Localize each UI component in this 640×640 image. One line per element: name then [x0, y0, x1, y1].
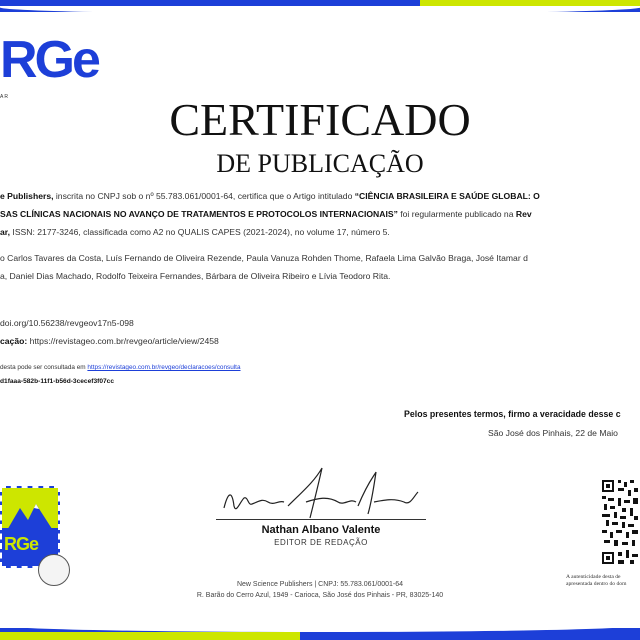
article-title: “CIÊNCIA BRASILEIRA E SAÚDE GLOBAL: O — [354, 191, 540, 201]
certificate-title: CERTIFICADO — [169, 94, 471, 145]
certificate-body — [0, 187, 640, 285]
spacer — [0, 241, 640, 249]
top-border — [0, 0, 640, 12]
signer-role: EDITOR DE REDAÇÃO — [274, 538, 368, 547]
body-text-segment: ISSN: 2177-3246, classificada como A2 no QUALIS CAPES (2021-2024), no volume 17, número 5. — [10, 227, 390, 237]
article-title-cont: SAS CLÍNICAS NACIONAIS NO AVANÇO DE TRATAMENTOS E PROTOCOLOS INTERNACIONAIS” — [0, 209, 398, 219]
bottom-border — [0, 628, 640, 640]
stamp-logo: RGe — [4, 534, 39, 554]
footer-publisher: New Science Publishers | CNPJ: 55.783.061/0001-64 — [236, 581, 404, 588]
signature-image — [218, 462, 428, 526]
publication-label: cação: — [0, 336, 28, 346]
journal-logo: RGe — [0, 31, 98, 89]
signer-name: Nathan Albano Valente — [261, 524, 381, 536]
signature-line — [216, 519, 426, 520]
auth-note-line-2: apresentada dentro do dom — [566, 581, 627, 587]
journal-name-cont: ar, — [0, 227, 11, 237]
body-line-3 — [0, 223, 640, 241]
authors-line-2: a, Daniel Dias Machado, Rodolfo Teixeira Fernandes, Bárbara de Oliveira Ribeiro e Lívia Teodoro Rita. — [0, 271, 391, 281]
consult-row — [0, 364, 241, 371]
body-line-1 — [0, 187, 640, 205]
auth-note-line-1: A autenticidade desta de — [566, 574, 621, 580]
doi-text: doi.org/10.56238/revgeov17n5-098 — [0, 318, 134, 328]
mountain-icon — [6, 500, 54, 532]
certificate-subtitle: DE PUBLICAÇÃO — [216, 149, 424, 178]
body-line-2 — [0, 205, 640, 223]
body-text-segment: inscrita no CNPJ sob o nº 55.783.061/0001-64, certifica que o Artigo intitulado — [53, 191, 355, 201]
publisher-name: e Publishers, — [0, 191, 54, 201]
logo-tagline: AR — [0, 94, 9, 100]
journal-name: Rev — [515, 209, 532, 219]
place-date: São José dos Pinhais, 22 de Maio — [488, 428, 618, 438]
consult-link[interactable]: https://revistageo.com.br/revgeo/declaracoes/consulta — [87, 364, 241, 371]
closing-statement: Pelos presentes termos, firmo a veracidade desse c — [404, 409, 621, 419]
qr-code[interactable] — [600, 476, 640, 568]
consult-text: desta pode ser consultada em — [0, 364, 88, 371]
body-text-segment: foi regularmente publicado na — [397, 209, 516, 219]
publication-url[interactable]: https://revistageo.com.br/revgeo/article/view/2458 — [29, 336, 219, 346]
authors-line-1: o Carlos Tavares da Costa, Luís Fernando de Oliveira Rezende, Paula Vanuza Rohden Thome, Rafaela Lima Galvão Braga, José Itamar d — [0, 253, 528, 263]
footer-address: R. Barão do Cerro Azul, 1949 - Carioca, São José dos Pinhais - PR, 83025-140 — [196, 592, 444, 599]
verification-code: d1faaa-582b-11f1-b56d-3cecef3f07cc — [0, 378, 114, 385]
publication-link-row — [0, 336, 219, 346]
